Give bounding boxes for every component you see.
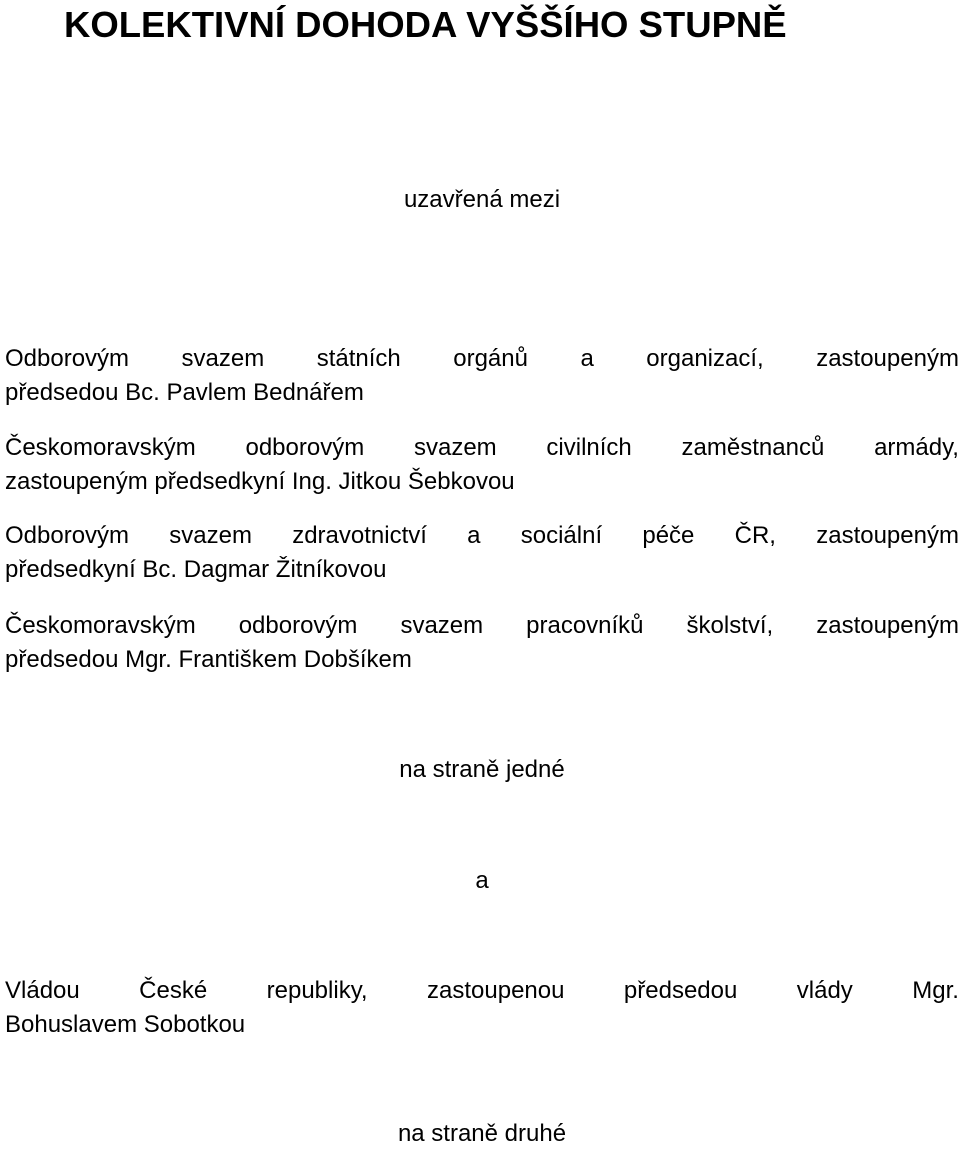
word: svazem xyxy=(169,522,252,549)
intro-text: uzavřená mezi xyxy=(403,186,561,213)
word: školství, xyxy=(686,612,774,639)
word: Českomoravským xyxy=(5,434,196,461)
word: zastoupeným xyxy=(816,345,959,372)
word: ČR, xyxy=(734,522,776,549)
party-government-line-2: Bohuslavem Sobotkou xyxy=(5,1011,246,1038)
document-title: KOLEKTIVNÍ DOHODA VYŠŠÍHO STUPNĚ xyxy=(64,4,787,45)
word: armády, xyxy=(874,434,959,461)
word: organizací, xyxy=(646,345,764,372)
word: svazem xyxy=(400,612,484,639)
conjunction: a xyxy=(475,867,489,894)
party-3 xyxy=(5,519,959,587)
word: svazem xyxy=(181,345,265,372)
party-2-line-2: zastoupeným předsedkyní Ing. Jitkou Šebkovou xyxy=(5,468,515,495)
word: sociální xyxy=(520,522,603,549)
word: Odborovým xyxy=(5,522,130,549)
word: vlády xyxy=(796,977,853,1004)
party-1-line-2: předsedou Bc. Pavlem Bednářem xyxy=(5,379,364,406)
word: civilních xyxy=(546,434,632,461)
word: Českomoravským xyxy=(5,612,196,639)
party-4-line-2: předsedou Mgr. Františkem Dobšíkem xyxy=(5,646,412,673)
word: zaměstnanců xyxy=(681,434,825,461)
party-1-line-1 xyxy=(5,342,959,376)
word: odborovým xyxy=(238,612,358,639)
word: zastoupenou xyxy=(427,977,565,1004)
word: péče xyxy=(642,522,695,549)
word: Mgr. xyxy=(912,977,959,1004)
word: České xyxy=(139,977,208,1004)
word: odborovým xyxy=(245,434,365,461)
party-3-line-2: předsedkyní Bc. Dagmar Žitníkovou xyxy=(5,556,387,583)
party-3-line-1 xyxy=(5,519,959,553)
word: zdravotnictví xyxy=(292,522,427,549)
word: Odborovým xyxy=(5,345,130,372)
side-two-label: na straně druhé xyxy=(397,1120,567,1147)
side-one-label: na straně jedné xyxy=(399,756,565,783)
word: zastoupeným xyxy=(816,612,959,639)
word: republiky, xyxy=(266,977,368,1004)
party-1 xyxy=(5,342,959,410)
word: orgánů xyxy=(453,345,528,372)
word: pracovníků xyxy=(526,612,644,639)
word: předsedou xyxy=(623,977,738,1004)
party-4-line-1 xyxy=(5,609,959,643)
party-4 xyxy=(5,609,959,677)
party-2-line-1 xyxy=(5,431,959,465)
word: a xyxy=(467,522,481,549)
party-government xyxy=(5,974,959,1042)
party-government-line-1 xyxy=(5,974,959,1008)
word: Vládou xyxy=(5,977,80,1004)
word: státních xyxy=(316,345,401,372)
word: a xyxy=(580,345,594,372)
word: svazem xyxy=(413,434,497,461)
party-2 xyxy=(5,431,959,499)
word: zastoupeným xyxy=(816,522,959,549)
